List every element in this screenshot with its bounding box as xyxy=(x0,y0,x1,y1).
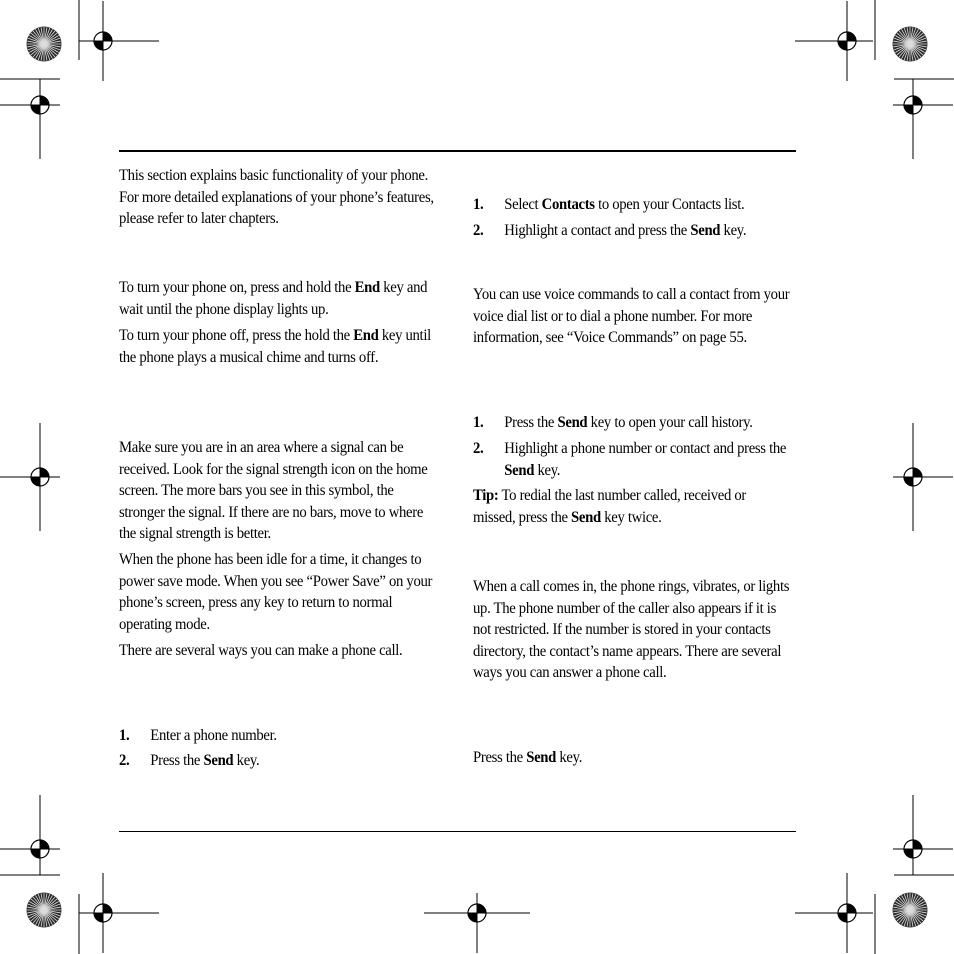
list-item: 1. Enter a phone number. xyxy=(119,725,436,747)
power-off-paragraph: To turn your phone off, press the hold the End key until the phone plays a musical chime and turns off. xyxy=(119,327,431,366)
end-key-label: End xyxy=(353,327,379,344)
send-key-label: Send xyxy=(557,414,588,431)
tip-paragraph: Tip: To redial the last number called, received or missed, press the Send key twice. xyxy=(473,487,746,526)
step-number: 2. xyxy=(473,440,484,457)
voice-paragraph: You can use voice commands to call a contact from your voice dial list or to dial a phone number. For more information, see “Voice Commands” on page 55. xyxy=(473,286,790,347)
list-item: 2. Highlight a contact and press the Send key. xyxy=(473,220,790,242)
step-number: 1. xyxy=(473,414,484,431)
signal-paragraph: Make sure you are in an area where a signal can be received. Look for the signal strength icon on the home screen. The more bars you see in this symbol, the stronger the signal. If there are no bars, move to where the signal strength is better. xyxy=(119,439,428,543)
list-item: 2. Press the Send key. xyxy=(119,750,436,772)
incoming-call-paragraph: When a call comes in, the phone rings, vibrates, or lights up. The phone number of the caller also appears if it is not restricted. If the number is stored in your contacts directory, the contact’s name appears. There are several ways you can answer a phone call. xyxy=(473,578,790,682)
contacts-label: Contacts xyxy=(541,196,595,213)
step-number: 2. xyxy=(473,222,484,239)
send-key-label: Send xyxy=(203,752,234,769)
list-item: 1. Press the Send key to open your call history. xyxy=(473,412,790,434)
header-rule xyxy=(119,150,796,152)
power-on-paragraph: To turn your phone on, press and hold the End key and wait until the phone display lights up. xyxy=(119,279,428,318)
answer-paragraph: Press the Send key. xyxy=(473,749,583,766)
send-key-label: Send xyxy=(571,508,601,526)
list-item: 2. Highlight a phone number or contact and press the Send key. xyxy=(473,440,787,479)
send-key-label: Send xyxy=(690,222,721,239)
step-number: 2. xyxy=(119,752,130,769)
intro-paragraph: This section explains basic functionality of your phone. For more detailed explanations of your phone’s features, please refer to later chapters. xyxy=(119,167,434,228)
send-key-label: Send xyxy=(526,749,557,766)
list-item: 1. Select Contacts to open your Contacts list. xyxy=(473,194,790,216)
make-call-paragraph: There are several ways you can make a phone call. xyxy=(119,642,403,659)
step-number: 1. xyxy=(119,727,130,744)
tip-label: Tip: xyxy=(473,487,499,504)
step-number: 1. xyxy=(473,196,484,213)
end-key-label: End xyxy=(354,279,380,296)
power-save-paragraph: When the phone has been idle for a time, it changes to power save mode. When you see “Power Save” on your phone’s screen, press any key to return to normal operating mode. xyxy=(119,551,433,633)
send-key-label: Send xyxy=(504,461,535,479)
footer-rule xyxy=(119,831,796,832)
